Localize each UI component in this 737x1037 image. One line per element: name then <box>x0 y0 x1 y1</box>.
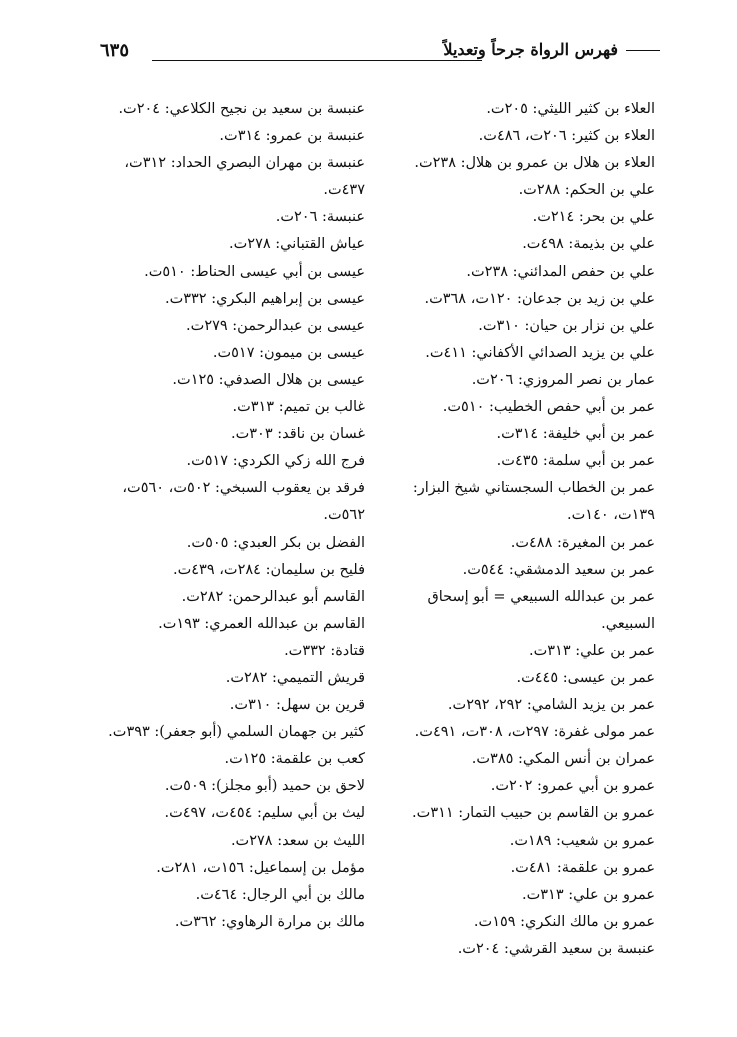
index-entry: القاسم بن عبدالله العمري: ١٩٣ت. <box>158 615 365 632</box>
index-entry: قريش التميمي: ٢٨٢ت. <box>225 669 365 686</box>
index-entry: العلاء بن كثير: ٢٠٦ت، ٤٨٦ت. <box>478 128 655 145</box>
index-entry: عياش القتباني: ٢٧٨ت. <box>229 236 365 253</box>
index-entry: مالك بن مرارة الرهاوي: ٣٦٢ت. <box>174 913 365 930</box>
index-entry: عمر بن أبي خليفة: ٣١٤ت. <box>496 426 655 443</box>
index-entry: غالب بن تميم: ٣١٣ت. <box>232 399 365 416</box>
index-entry: عمر بن الخطاب السجستاني شيخ البزار: ١٣٩ت، ١٤٠ت. <box>412 480 655 524</box>
index-entry: فرقد بن يعقوب السبخي: ٥٠٢ت، ٥٦٠ت، ٥٦٢ت. <box>122 480 365 524</box>
index-entry: علي بن زيد بن جدعان: ١٢٠ت، ٣٦٨ت. <box>424 290 655 307</box>
index-entry: عمرو بن مالك النكري: ١٥٩ت. <box>473 913 655 930</box>
index-entry: عمران بن أنس المكي: ٣٨٥ت. <box>471 751 655 768</box>
index-entry: عيسى بن ميمون: ٥١٧ت. <box>212 344 365 361</box>
index-entry: ليث بن أبي سليم: ٤٥٤ت، ٤٩٧ت. <box>164 805 365 822</box>
index-entry: عمر بن المغيرة: ٤٨٨ت. <box>510 534 655 551</box>
index-entry: مالك بن أبي الرجال: ٤٦٤ت. <box>195 886 365 903</box>
index-entry: كثير بن جهمان السلمي (أبو جعفر): ٣٩٣ت. <box>108 724 365 741</box>
index-entry: عنبسة: ٢٠٦ت. <box>275 209 365 226</box>
header-title <box>443 40 660 59</box>
index-entry: مؤمل بن إسماعيل: ١٥٦ت، ٢٨١ت. <box>156 859 365 876</box>
index-entry: لاحق بن حميد (أبو مجلز): ٥٠٩ت. <box>164 778 365 795</box>
index-entry: كعب بن علقمة: ١٢٥ت. <box>224 751 365 768</box>
header-title-text: فهرس الرواة جرحاً وتعديلاً <box>443 40 618 59</box>
index-entry: عنبسة بن مهران البصري الحداد: ٣١٢ت، ٤٣٧ت. <box>124 155 365 199</box>
index-entry: عيسى بن إبراهيم البكري: ٣٣٢ت. <box>164 290 365 307</box>
index-entry: عيسى بن عبدالرحمن: ٢٧٩ت. <box>186 317 365 334</box>
index-entry: عمار بن نصر المروزي: ٢٠٦ت. <box>471 371 655 388</box>
index-entry: عنبسة بن سعيد القرشي: ٢٠٤ت. <box>457 940 655 957</box>
index-entry: علي بن بحر: ٢١٤ت. <box>532 209 655 226</box>
index-entry: عنبسة بن سعيد بن نجيح الكلاعي: ٢٠٤ت. <box>118 101 365 117</box>
index-entry: عيسى بن هلال الصدفي: ١٢٥ت. <box>172 371 365 388</box>
page-number: ٦٣٥ <box>100 40 130 61</box>
running-header <box>100 36 660 76</box>
index-entry: قتادة: ٣٣٢ت. <box>284 642 365 659</box>
index-entry: العلاء بن هلال بن عمرو بن هلال: ٢٣٨ت. <box>414 155 655 172</box>
index-entry: عمرو بن علي: ٣١٣ت. <box>521 886 655 903</box>
index-entry: عمرو بن أبي عمرو: ٢٠٢ت. <box>490 778 655 795</box>
index-entry: فرج الله زكي الكردي: ٥١٧ت. <box>186 453 365 470</box>
header-rule-dash <box>626 50 660 51</box>
index-entry: عمرو بن القاسم بن حبيب التمار: ٣١١ت. <box>412 805 655 822</box>
index-entry: غسان بن ناقد: ٣٠٣ت. <box>230 426 365 443</box>
index-entry: عمر بن عيسى: ٤٤٥ت. <box>516 669 655 686</box>
index-entry: العلاء بن كثير الليثي: ٢٠٥ت. <box>486 101 655 117</box>
index-entry: عمر بن أبي سلمة: ٤٣٥ت. <box>496 453 655 470</box>
index-entry: عمر مولى غفرة: ٢٩٧ت، ٣٠٨ت، ٤٩١ت. <box>414 724 655 741</box>
index-entry: عمر بن سعيد الدمشقي: ٥٤٤ت. <box>462 561 655 578</box>
index-entry: علي بن بذيمة: ٤٩٨ت. <box>522 236 655 253</box>
index-entry: عيسى بن أبي عيسى الحناط: ٥١٠ت. <box>144 263 365 280</box>
index-entry: عمرو بن علقمة: ٤٨١ت. <box>510 859 655 876</box>
index-entry: القاسم أبو عبدالرحمن: ٢٨٢ت. <box>181 588 365 605</box>
index-column-right <box>387 96 655 963</box>
header-rule <box>152 60 482 61</box>
index-entry: الليث بن سعد: ٢٧٨ت. <box>230 832 365 849</box>
index-entry: علي بن نزار بن حيان: ٣١٠ت. <box>478 317 655 334</box>
index-entry: عمر بن أبي حفص الخطيب: ٥١٠ت. <box>442 399 655 416</box>
index-entry: عمر بن يزيد الشامي: ٢٩٢، ٢٩٢ت. <box>447 697 655 714</box>
index-entry: عنبسة بن عمرو: ٣١٤ت. <box>219 128 365 145</box>
index-entry: عمرو بن شعيب: ١٨٩ت. <box>509 832 655 849</box>
index-entry: علي بن يزيد الصدائي الأكفاني: ٤١١ت. <box>425 344 655 361</box>
index-entry: قرين بن سهل: ٣١٠ت. <box>229 697 365 714</box>
index-entry: عمر بن عبدالله السبيعي = أبو إسحاق السبيعي. <box>427 588 655 632</box>
index-entry: الفضل بن بكر العبدي: ٥٠٥ت. <box>186 534 365 551</box>
index-entry: علي بن حفص المدائني: ٢٣٨ت. <box>466 263 655 280</box>
index-entry: علي بن الحكم: ٢٨٨ت. <box>518 182 655 199</box>
index-entry: فليح بن سليمان: ٢٨٤ت، ٤٣٩ت. <box>173 561 365 578</box>
index-column-left <box>103 96 365 936</box>
index-entry: عمر بن علي: ٣١٣ت. <box>529 642 655 659</box>
